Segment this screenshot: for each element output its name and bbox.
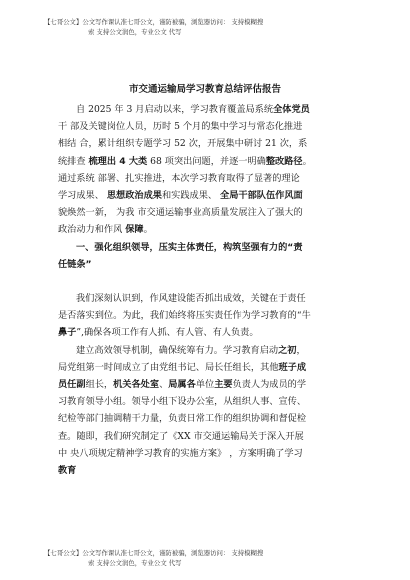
page-header <box>44 17 374 37</box>
document-body <box>58 101 358 479</box>
body-line <box>58 410 358 427</box>
text-run: 学习成果、 <box>58 189 107 201</box>
body-line <box>58 393 358 410</box>
text-run: 纪检等部门抽调精干力量，负责日常工作的组织协调和督促检 <box>58 413 307 425</box>
bold-text-run: 全体党员 <box>273 104 310 115</box>
text-run: 统排查 <box>58 155 89 167</box>
body-line <box>58 204 358 221</box>
header-line-2: 索 支持公文润色，专业公文 代写 <box>88 28 182 36</box>
text-run: 组长， <box>85 379 114 390</box>
body-line <box>58 428 358 445</box>
text-run: 是否落实到位。为此，我们始终将压实责任作为学习教育的“牛 <box>58 310 311 322</box>
body-line <box>58 462 358 479</box>
footer-line-2: 索 支持公文润色，专业公文 代写 <box>88 559 182 567</box>
text-run: 查。随即，我们研究制定了《XX 市交通运输局关于深入开展 <box>58 430 304 442</box>
bold-text-run: 梳理出 4 大类 <box>88 155 148 167</box>
bold-text-run: 一、强化组织领导，压实主体责任，构筑坚强有力的“责 <box>76 241 303 253</box>
bold-text-run: 保障 <box>125 224 144 236</box>
text-run: 负责人为成员的学 <box>232 379 307 390</box>
body-line <box>58 445 358 462</box>
bold-text-run: 任链条” <box>58 258 92 270</box>
text-run: ”,确保各项工作有人抓、有人管、有人负责。 <box>76 327 259 339</box>
bold-text-run: 鼻子 <box>58 327 77 339</box>
text-run: 习教育领导小组。领导小组下设办公室，从组织人事、宣传、 <box>58 396 307 408</box>
body-line <box>58 290 358 307</box>
bold-text-run: 整改路径 <box>265 155 303 167</box>
bold-text-run: 局属各 <box>168 379 196 390</box>
body-line <box>58 118 358 135</box>
body-line <box>58 135 358 152</box>
text-run: 貌焕然一新， 为我 市交通运输事业高质量发展注入了强大的 <box>58 207 303 219</box>
text-run: 中 央八项规定精神学习教育的实施方案》 ，方案明确了学习 <box>58 447 303 459</box>
bold-text-run: 员任副 <box>58 379 86 390</box>
text-run: 干 部及关键岗位人员，历时 5 个月的集中学习与常态化推进 <box>58 121 303 133</box>
page-footer <box>44 548 374 568</box>
body-line <box>58 153 358 170</box>
body-line <box>58 342 358 359</box>
text-run: ， <box>296 344 306 356</box>
section-heading-line <box>58 256 358 273</box>
bold-text-run: 思想政治成果 <box>106 189 162 201</box>
header-line-1: 【七哥公文】公文写作课认准七哥公文，谨防被骗，浏览器访问： 支持模糊搜 <box>44 18 264 26</box>
text-run: 建立高效领导机制，确保统筹有力。学习教育启动 <box>76 344 279 356</box>
text-run: 和实践成果、 <box>161 189 221 201</box>
body-line <box>58 376 358 393</box>
text-run: 。 <box>143 224 153 236</box>
document-title: 市交通运输局学习教育总结评估报告 <box>128 84 281 95</box>
body-line <box>58 324 358 341</box>
bold-text-run: 主要 <box>214 379 233 390</box>
bold-text-run: 机关各处室 <box>113 379 160 390</box>
section-heading-line <box>58 239 358 256</box>
text-run: 局党组第一时间成立了由党组书记、局长任组长，其他 <box>58 361 279 373</box>
text-run: 、 <box>159 379 169 390</box>
bold-text-run: 班子成 <box>278 361 307 373</box>
body-line <box>58 359 358 376</box>
body-line <box>58 273 358 290</box>
bold-text-run: 之初 <box>278 344 297 356</box>
bold-text-run: 教育 <box>58 464 77 476</box>
footer-line-1: 【七哥公文】公文写作课认准七哥公文，谨防被骗，浏览器访问： 支持模糊搜 <box>44 549 264 557</box>
body-line <box>58 170 358 187</box>
text-run: 。 <box>302 155 312 167</box>
body-line <box>58 187 358 204</box>
body-line <box>58 101 358 118</box>
text-run: 政治动力和作风 <box>58 224 126 236</box>
text-run: 自 2025 年 3 月启动以来，学习教育覆盖局系统 <box>76 104 274 115</box>
text-run: 单位 <box>195 379 215 390</box>
text-run: 相结 合，累计组织专题学习 52 次，开展集中研讨 21 次，系 <box>58 138 308 150</box>
text-run: 68 项突出问题，并逐一明确 <box>147 155 266 167</box>
text-run: 我们深刻认识到，作风建设能否抓出成效，关键在于责任 <box>76 293 306 305</box>
body-line <box>58 221 358 238</box>
text-run: 通过系统 部署、扎实推进，本次学习教育取得了显著的理论 <box>58 172 300 184</box>
bold-text-run: 全局干部队伍作风面 <box>220 189 303 201</box>
body-line <box>58 307 358 324</box>
